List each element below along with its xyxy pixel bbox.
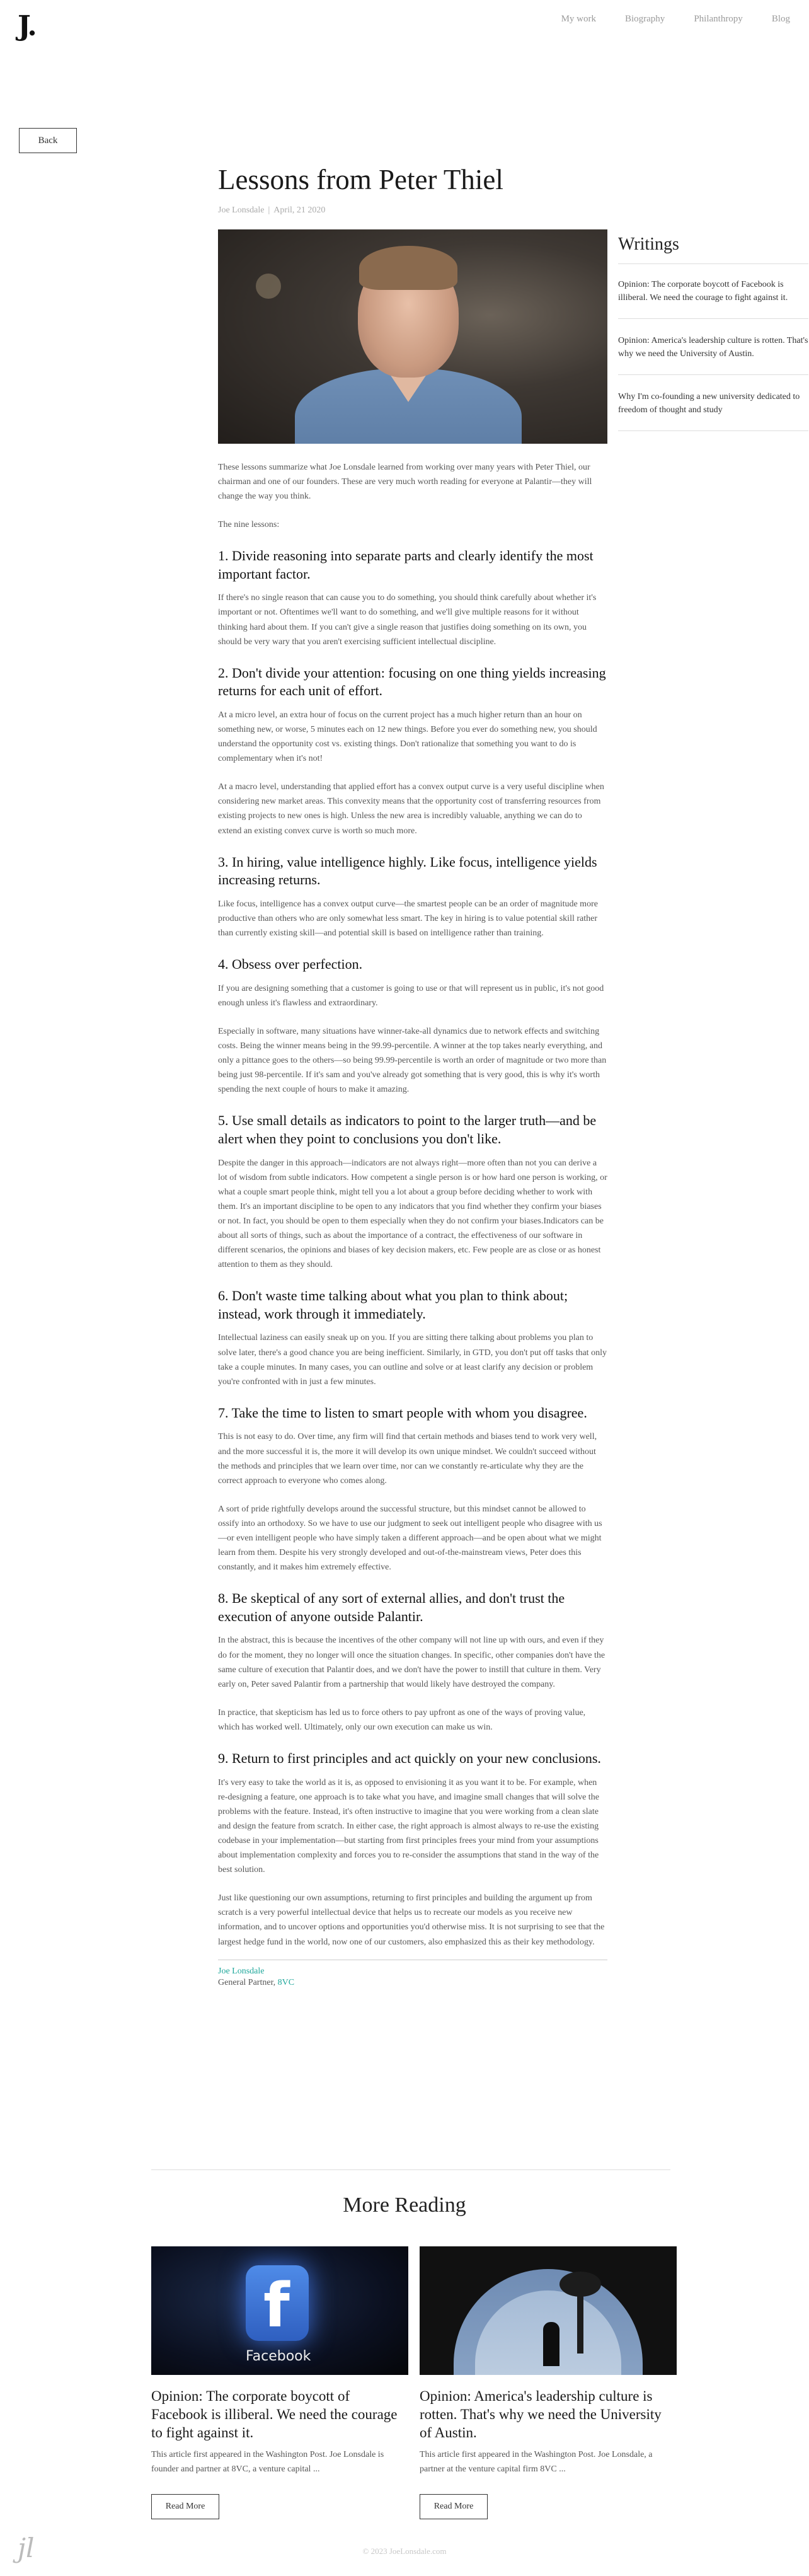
lesson-paragraph: If there's no single reason that can cause you to do something, you should think carefully about whether it's important or not. Oftentimes we'll want to do something, and we'll give multiple reasons for it without thinking hard about them. If you can't give a single reason that justifies doing something on its own, you should be very wary that you aren't exercising sufficient intellectual discipline. [218,593,597,647]
lesson-heading: 2. Don't divide your attention: focusing on one thing yields increasing returns for each unit of effort. [218,664,606,699]
lesson-paragraph: It's very easy to take the world as it is, as opposed to envisioning it as you want it to be. For example, when re-designing a feature, one approach is to take what you have, and imagine small changes that will solve the problems with the feature. Instead, it's often instructive to imagine that you were working from a clean slate and design the feature from scratch. In either case, the right approach is almost always to re-use the existing codebase in your implementation—but starting from first principles frees your mind from your assumptions about implementation complexity and forces you to re-consider the assumptions that stand in the way of the best solution. [218,1777,599,1875]
lesson-paragraph: Especially in software, many situations have winner-take-all dynamics due to network effects and switching costs. Being the winner means being in the 99.99-percentile. A winner at the top takes nearly everything, and only a pittance goes to the others—so being 99.99-percentile is worth an order of magnitude or two more than being just 98-percentile. If it's sam and you've already got something that is very good, this is why it's worth spending the next couple of hours to make it amazing. [218,1026,607,1095]
signature-role: General Partner, 8VC [218,1977,295,1987]
lesson-paragraph: A sort of pride rightfully develops around the successful structure, but this mindset cannot be allowed to ossify into an orthodoxy. So we have to use our judgment to seek out intelligent people who disagree with us—or even intelligent people who have simply taken a different approach—and be open about what we might learn from them. Despite his very strongly developed and out-of-the-mainstream views, Peter does this constantly, and it makes him extremely effective. [218,1504,602,1573]
sidebar-writings [618,234,808,446]
article [218,164,607,1988]
nav-my-work[interactable]: My work [561,14,596,24]
facebook-wordmark: Facebook [246,2348,311,2364]
lesson-paragraph: Intellectual laziness can easily sneak up on you. If you are sitting there talking about problems you plan to solve later, there's a good chance you are being inefficient. Similarly, in GTD, you don't put off tasks that only take a couple minutes. In many cases, you can outline and solve or at least clarify any decision or problem you're confronted with in just a few minutes. [218,1333,607,1387]
lesson-paragraph: Despite the danger in this approach—indicators are not always right—more often than not you can derive a lot of wisdom from subtle indicators. How competent a single person is or how hard one person is working, or what a couple smart people think, might tell you a lot about a group before deciding whether to work with them. It's an important discipline to be open to any indicators that you find whether they confirm your biases or not. In fact, you should be open to them especially when they do not confirm your biases.Indicators can be about all sorts of things, such as about the importance of a contract, the effectiveness of our software in different scenarios, the opinions and biases of key decision makers, etc. Few people are as close or as honest attention to them as they should. [218,1158,607,1270]
lesson-paragraph: If you are designing something that a customer is going to use or that will represent us in public, it's not good enough unless it's flawless and extraordinary. [218,983,604,1008]
article-date: April, 21 2020 [273,205,326,215]
author-signature [218,1960,607,1988]
nav-philanthropy[interactable]: Philanthropy [694,14,743,24]
card-description: This article first appeared in the Washington Post. Joe Lonsdale, a partner at the venture capital firm 8VC ... [420,2450,653,2474]
read-more-button[interactable]: Read More [151,2494,219,2519]
more-reading-card [151,2246,408,2519]
footer-copyright: © 2023 JoeLonsdale.com [362,2546,447,2556]
signature-org-link[interactable]: 8VC [277,1977,295,1987]
card-title[interactable]: Opinion: The corporate boycott of Facebook is illiberal. We need the courage to fight against it. [151,2388,398,2440]
article-body [218,460,607,1949]
article-list-intro: The nine lessons: [218,520,280,530]
article-byline: Joe Lonsdale | April, 21 2020 [218,205,326,215]
lesson-heading: 6. Don't waste time talking about what you plan to think about; instead, work through it immediately. [218,1288,568,1322]
footer-logo[interactable]: jl [18,2533,35,2563]
lesson-heading: 4. Obsess over perfection. [218,956,363,973]
lesson-heading: 3. In hiring, value intelligence highly. Like focus, intelligence yields increasing returns. [218,853,597,888]
back-button[interactable]: Back [19,128,77,153]
lesson-paragraph: At a micro level, an extra hour of focus on the current project has a much higher return than an hour on something new, or worse, 5 minutes each on 12 new things. Before you ever do something new, you should understand the opportunity cost vs. existing things. Don't rationalize that something you want to do is complementary when it's not! [218,710,597,764]
hero-portrait-image [218,229,607,444]
more-reading-title: More Reading [343,2193,466,2217]
more-reading-card [420,2246,677,2519]
lesson-heading: 9. Return to first principles and act quickly on your new conclusions. [218,1750,601,1767]
site-header [0,0,809,95]
lesson-paragraph: In practice, that skepticism has led us to force others to pay upfront as one of the ways of proving value, which has worked well. Ultimately, only our own execution can make us win. [218,1707,586,1732]
lesson-paragraph: This is not easy to do. Over time, any firm will find that certain methods and biases tend to work very well, and the more successful it is, the more it will develop its own unique mindset. We couldn't succeed without the methods and principles that we learn over time, nor can we constantly re-articulate why they are the correct approach to everyone who comes along. [218,1432,597,1486]
site-footer [0,2527,809,2576]
sidebar-item-new-university[interactable]: Why I'm co-founding a new university dedicated to freedom of thought and study [618,390,808,431]
lesson-paragraph: Just like questioning our own assumptions, returning to first principles and building the argument up from scratch is a very powerful intellectual device that helps us to recreate our models as you receive new information, and to uncover options and opportunities you'd otherwise miss. It is not surprising to see that the largest hedge fund in the world, now one of our customers, also emphasized this as their key methodology. [218,1893,605,1947]
facebook-logo-image[interactable] [151,2246,408,2375]
main-nav [561,14,790,25]
nav-biography[interactable]: Biography [624,14,665,24]
lesson-heading: 1. Divide reasoning into separate parts and clearly identify the most important factor. [218,548,594,582]
card-title[interactable]: Opinion: America's leadership culture is rotten. That's why we need the University of Austin. [420,2388,662,2440]
article-intro: These lessons summarize what Joe Lonsdale learned from working over many years with Peter Thiel, our chairman and one of our founders. These are very much worth reading for everyone at Palantir—they will change the way you think. [218,462,592,501]
lesson-paragraph: Like focus, intelligence has a convex output curve—the smartest people can be an order of magnitude more productive than others who are only somewhat less smart. The key in hiring is to value potential skill rather than currently existing skill—and potential skill is based on intelligence rather than training. [218,899,598,938]
signature-name[interactable]: Joe Lonsdale [218,1966,265,1976]
site-logo[interactable]: J. [18,10,36,42]
lesson-paragraph: At a macro level, understanding that applied effort has a convex output curve is a very useful discipline when considering new market areas. This convexity means that the opportunity cost of transferring resources from existing projects to new ones is high. Unless the new area is incredibly valuable, anything we can do to extend an existing convex curve is worth so much more. [218,782,604,836]
facebook-icon: f [263,2270,290,2341]
sidebar-item-leadership-culture[interactable]: Opinion: America's leadership culture is rotten. That's why we need the University of Austin. [618,334,808,375]
lesson-heading: 5. Use small details as indicators to point to the larger truth—and be alert when they point to conclusions you don't like. [218,1112,597,1146]
nav-blog[interactable]: Blog [771,14,790,24]
card-description: This article first appeared in the Washington Post. Joe Lonsdale is founder and partner at 8VC, a venture capital ... [151,2450,384,2474]
sidebar-item-facebook-boycott[interactable]: Opinion: The corporate boycott of Facebook is illiberal. We need the courage to fight against it. [618,278,808,319]
article-title: Lessons from Peter Thiel [218,164,503,195]
lesson-heading: 8. Be skeptical of any sort of external allies, and don't trust the execution of anyone outside Palantir. [218,1590,565,1624]
lesson-heading: 7. Take the time to listen to smart people with whom you disagree. [218,1404,587,1421]
sidebar-title: Writings [618,234,808,264]
read-more-button[interactable]: Read More [420,2494,488,2519]
more-reading-divider [151,2169,670,2170]
university-arch-image[interactable] [420,2246,677,2375]
lesson-paragraph: In the abstract, this is because the incentives of the other company will not line up with ours, and even if they do for the moment, they no longer will once the situation changes. In specific, other companies don't have the same culture of execution that Palantir does, and we don't have the power to instill that culture in them. Very early on, Peter saved Palantir from a partnership that would likely have destroyed the company. [218,1636,605,1689]
article-author: Joe Lonsdale [218,205,265,215]
